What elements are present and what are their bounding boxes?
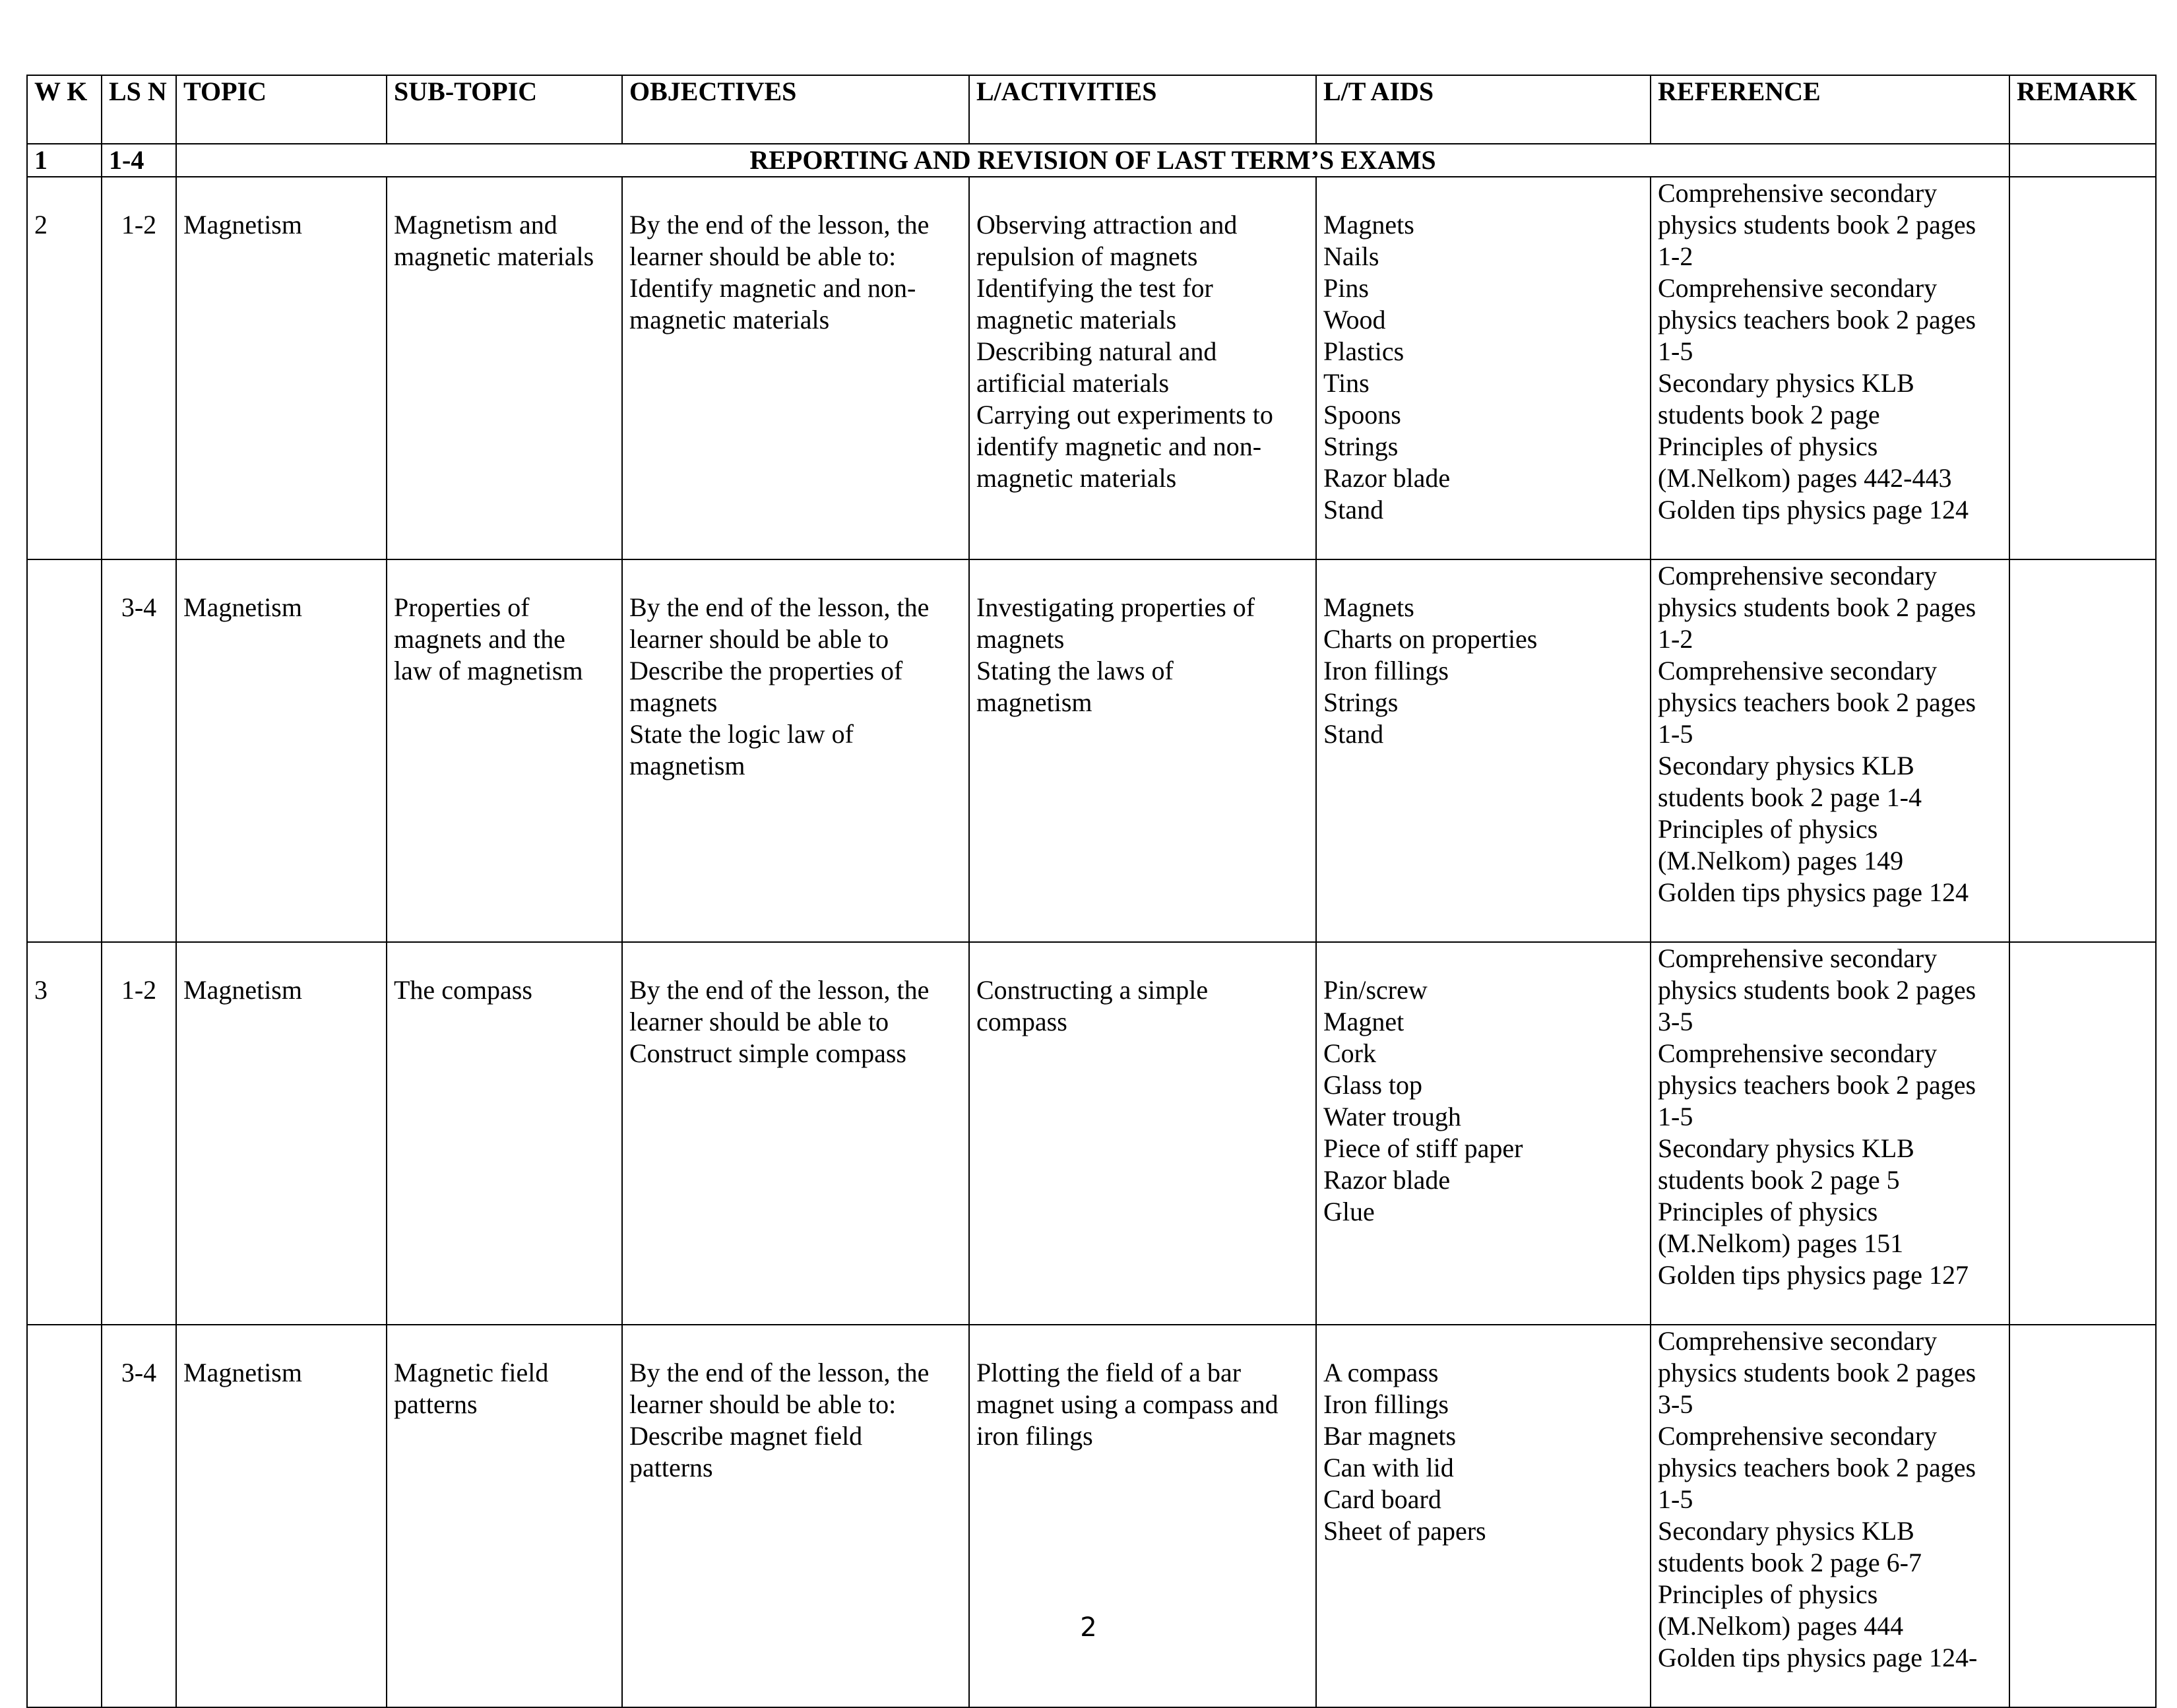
objectives-cell: [622, 177, 969, 559]
reference-line: physics students book 2 pages: [1658, 210, 1976, 239]
header-aids: L/T AIDS: [1316, 75, 1651, 144]
topic-cell: Magnetism: [176, 559, 387, 942]
remarks-cell: [2009, 1325, 2156, 1707]
reference-line: 1-5: [1658, 336, 1693, 366]
activities-line: Investigating properties of: [976, 592, 1255, 622]
aids-line: Charts on properties: [1323, 624, 1538, 654]
aids-line: Razor blade: [1323, 1165, 1451, 1195]
aids-line: Glass top: [1323, 1070, 1422, 1100]
reference-line: 1-2: [1658, 241, 1693, 271]
aids-line: Piece of stiff paper: [1323, 1133, 1523, 1163]
lesson-cell: 3-4: [102, 559, 176, 942]
aids-cell: [1316, 559, 1651, 942]
lesson-row: [27, 559, 2156, 942]
activities-cell: [969, 942, 1316, 1325]
remarks-cell: [2009, 177, 2156, 559]
reference-line: Comprehensive secondary: [1658, 178, 1938, 208]
objectives-line: learner should be able to:: [629, 1389, 897, 1419]
reference-line: Comprehensive secondary: [1658, 656, 1938, 685]
reference-line: physics students book 2 pages: [1658, 1358, 1976, 1387]
revision-lsn: 1-4: [102, 144, 176, 177]
reference-line: physics teachers book 2 pages: [1658, 687, 1976, 717]
reference-line: physics teachers book 2 pages: [1658, 1453, 1976, 1482]
subtopic-line: Magnetic field: [394, 1358, 549, 1387]
reference-line: 1-5: [1658, 719, 1693, 749]
reference-cell: [1651, 177, 2009, 559]
reference-line: 3-5: [1658, 1389, 1693, 1419]
reference-line: 1-5: [1658, 1102, 1693, 1131]
objectives-line: By the end of the lesson, the: [629, 210, 930, 239]
reference-line: Comprehensive secondary: [1658, 1038, 1938, 1068]
aids-line: Water trough: [1323, 1102, 1461, 1131]
objectives-cell: [622, 1325, 969, 1707]
aids-line: Magnets: [1323, 210, 1414, 239]
subtopic-line: law of magnetism: [394, 656, 583, 685]
aids-cell: [1316, 942, 1651, 1325]
week-cell: [27, 559, 102, 942]
objectives-line: patterns: [629, 1453, 713, 1482]
reference-line: Principles of physics: [1658, 1197, 1878, 1226]
activities-cell: [969, 559, 1316, 942]
week-cell: 2: [27, 177, 102, 559]
subtopic-cell: [387, 942, 622, 1325]
objectives-line: By the end of the lesson, the: [629, 592, 930, 622]
lesson-cell: 3-4: [102, 1325, 176, 1707]
activities-line: Observing attraction and: [976, 210, 1238, 239]
aids-line: Nails: [1323, 241, 1379, 271]
page-number: 2: [1080, 1612, 1097, 1643]
reference-line: (M.Nelkom) pages 151: [1658, 1228, 1904, 1258]
activities-line: Describing natural and: [976, 336, 1217, 366]
objectives-line: magnetism: [629, 751, 745, 780]
aids-line: Cork: [1323, 1038, 1376, 1068]
lesson-cell: 1-2: [102, 177, 176, 559]
activities-line: magnets: [976, 624, 1065, 654]
reference-line: (M.Nelkom) pages 442-443: [1658, 463, 1952, 493]
subtopic-line: patterns: [394, 1389, 478, 1419]
reference-line: Comprehensive secondary: [1658, 561, 1938, 590]
header-activities: L/ACTIVITIES: [969, 75, 1316, 144]
header-row: [27, 75, 2156, 144]
reference-line: Golden tips physics page 127: [1658, 1260, 1969, 1290]
objectives-line: learner should be able to: [629, 1007, 889, 1036]
objectives-line: By the end of the lesson, the: [629, 1358, 930, 1387]
reference-line: Golden tips physics page 124: [1658, 495, 1969, 524]
objectives-line: Construct simple compass: [629, 1038, 906, 1068]
aids-line: Magnet: [1323, 1007, 1404, 1036]
aids-line: Spoons: [1323, 400, 1401, 429]
activities-line: compass: [976, 1007, 1067, 1036]
activities-line: magnetism: [976, 687, 1092, 717]
activities-line: Identifying the test for: [976, 273, 1213, 303]
aids-line: Plastics: [1323, 336, 1404, 366]
topic-cell: Magnetism: [176, 1325, 387, 1707]
reference-line: students book 2 page 1-4: [1658, 782, 1922, 812]
objectives-line: learner should be able to:: [629, 241, 897, 271]
aids-line: Strings: [1323, 687, 1399, 717]
reference-line: Secondary physics KLB: [1658, 368, 1914, 398]
aids-line: A compass: [1323, 1358, 1439, 1387]
lesson-row: [27, 177, 2156, 559]
reference-line: 1-5: [1658, 1484, 1693, 1514]
revision-remarks: [2009, 144, 2156, 177]
reference-line: physics teachers book 2 pages: [1658, 1070, 1976, 1100]
objectives-line: By the end of the lesson, the: [629, 975, 930, 1005]
aids-cell: [1316, 177, 1651, 559]
header-remarks: REMARK: [2009, 75, 2156, 144]
reference-line: Comprehensive secondary: [1658, 1326, 1938, 1356]
week-cell: [27, 1325, 102, 1707]
reference-line: Comprehensive secondary: [1658, 273, 1938, 303]
activities-line: Constructing a simple: [976, 975, 1209, 1005]
activities-line: magnet using a compass and: [976, 1389, 1278, 1419]
objectives-line: learner should be able to: [629, 624, 889, 654]
topic-cell: Magnetism: [176, 942, 387, 1325]
subtopic-cell: [387, 177, 622, 559]
revision-row: [27, 144, 2156, 177]
scheme-of-work-table: [26, 75, 2157, 1708]
reference-line: (M.Nelkom) pages 444: [1658, 1611, 1904, 1641]
header-reference: REFERENCE: [1651, 75, 2009, 144]
aids-line: Can with lid: [1323, 1453, 1454, 1482]
lesson-row: [27, 1325, 2156, 1707]
reference-line: physics students book 2 pages: [1658, 975, 1976, 1005]
lesson-cell: 1-2: [102, 942, 176, 1325]
aids-line: Stand: [1323, 719, 1384, 749]
reference-line: Comprehensive secondary: [1658, 943, 1938, 973]
topic-cell: Magnetism: [176, 177, 387, 559]
week-cell: 3: [27, 942, 102, 1325]
header-topic: TOPIC: [176, 75, 387, 144]
remarks-cell: [2009, 942, 2156, 1325]
objectives-line: magnets: [629, 687, 718, 717]
subtopic-line: Properties of: [394, 592, 530, 622]
lesson-rows: [27, 177, 2156, 1707]
revision-wk: 1: [27, 144, 102, 177]
aids-line: Card board: [1323, 1484, 1441, 1514]
subtopic-line: Magnetism and: [394, 210, 557, 239]
objectives-line: State the logic law of: [629, 719, 854, 749]
reference-cell: [1651, 942, 2009, 1325]
objectives-cell: [622, 942, 969, 1325]
activities-line: repulsion of magnets: [976, 241, 1198, 271]
activities-line: Carrying out experiments to: [976, 400, 1273, 429]
subtopic-line: magnets and the: [394, 624, 565, 654]
reference-line: students book 2 page 5: [1658, 1165, 1900, 1195]
aids-line: Bar magnets: [1323, 1421, 1457, 1451]
aids-line: Wood: [1323, 305, 1386, 334]
aids-line: Glue: [1323, 1197, 1375, 1226]
reference-line: Principles of physics: [1658, 814, 1878, 844]
aids-line: Razor blade: [1323, 463, 1451, 493]
reference-line: Principles of physics: [1658, 1579, 1878, 1609]
header-lsn: LS N: [102, 75, 176, 144]
reference-cell: [1651, 559, 2009, 942]
header-subtopic: SUB-TOPIC: [387, 75, 622, 144]
subtopic-cell: [387, 559, 622, 942]
aids-line: Pins: [1323, 273, 1369, 303]
aids-line: Pin/screw: [1323, 975, 1428, 1005]
activities-line: magnetic materials: [976, 463, 1177, 493]
revision-banner: REPORTING AND REVISION OF LAST TERM’S EXAMS: [176, 144, 2009, 177]
aids-line: Tins: [1323, 368, 1370, 398]
reference-line: Golden tips physics page 124-: [1658, 1643, 1978, 1672]
activities-cell: [969, 177, 1316, 559]
aids-line: Iron fillings: [1323, 1389, 1449, 1419]
aids-line: Iron fillings: [1323, 656, 1449, 685]
activities-line: Stating the laws of: [976, 656, 1174, 685]
activities-line: identify magnetic and non-: [976, 431, 1262, 461]
activities-line: artificial materials: [976, 368, 1170, 398]
subtopic-cell: [387, 1325, 622, 1707]
objectives-cell: [622, 559, 969, 942]
reference-line: students book 2 page: [1658, 400, 1880, 429]
reference-cell: [1651, 1325, 2009, 1707]
reference-line: physics teachers book 2 pages: [1658, 305, 1976, 334]
objectives-line: Describe the properties of: [629, 656, 903, 685]
aids-line: Stand: [1323, 495, 1384, 524]
objectives-line: magnetic materials: [629, 305, 830, 334]
remarks-cell: [2009, 559, 2156, 942]
lesson-row: [27, 942, 2156, 1325]
reference-line: Secondary physics KLB: [1658, 751, 1914, 780]
reference-line: Secondary physics KLB: [1658, 1516, 1914, 1546]
reference-line: Secondary physics KLB: [1658, 1133, 1914, 1163]
aids-line: Sheet of papers: [1323, 1516, 1486, 1546]
objectives-line: Describe magnet field: [629, 1421, 863, 1451]
header-wk: W K: [27, 75, 102, 144]
reference-line: Principles of physics: [1658, 431, 1878, 461]
aids-line: Strings: [1323, 431, 1399, 461]
activities-line: iron filings: [976, 1421, 1093, 1451]
reference-line: Comprehensive secondary: [1658, 1421, 1938, 1451]
aids-line: Magnets: [1323, 592, 1414, 622]
subtopic-line: magnetic materials: [394, 241, 594, 271]
aids-cell: [1316, 1325, 1651, 1707]
activities-cell: [969, 1325, 1316, 1707]
subtopic-line: The compass: [394, 975, 532, 1005]
reference-line: (M.Nelkom) pages 149: [1658, 846, 1904, 875]
reference-line: physics students book 2 pages: [1658, 592, 1976, 622]
activities-line: magnetic materials: [976, 305, 1177, 334]
reference-line: 1-2: [1658, 624, 1693, 654]
objectives-line: Identify magnetic and non-: [629, 273, 916, 303]
reference-line: Golden tips physics page 124: [1658, 877, 1969, 907]
activities-line: Plotting the field of a bar: [976, 1358, 1242, 1387]
reference-line: students book 2 page 6-7: [1658, 1548, 1922, 1577]
reference-line: 3-5: [1658, 1007, 1693, 1036]
header-objectives: OBJECTIVES: [622, 75, 969, 144]
